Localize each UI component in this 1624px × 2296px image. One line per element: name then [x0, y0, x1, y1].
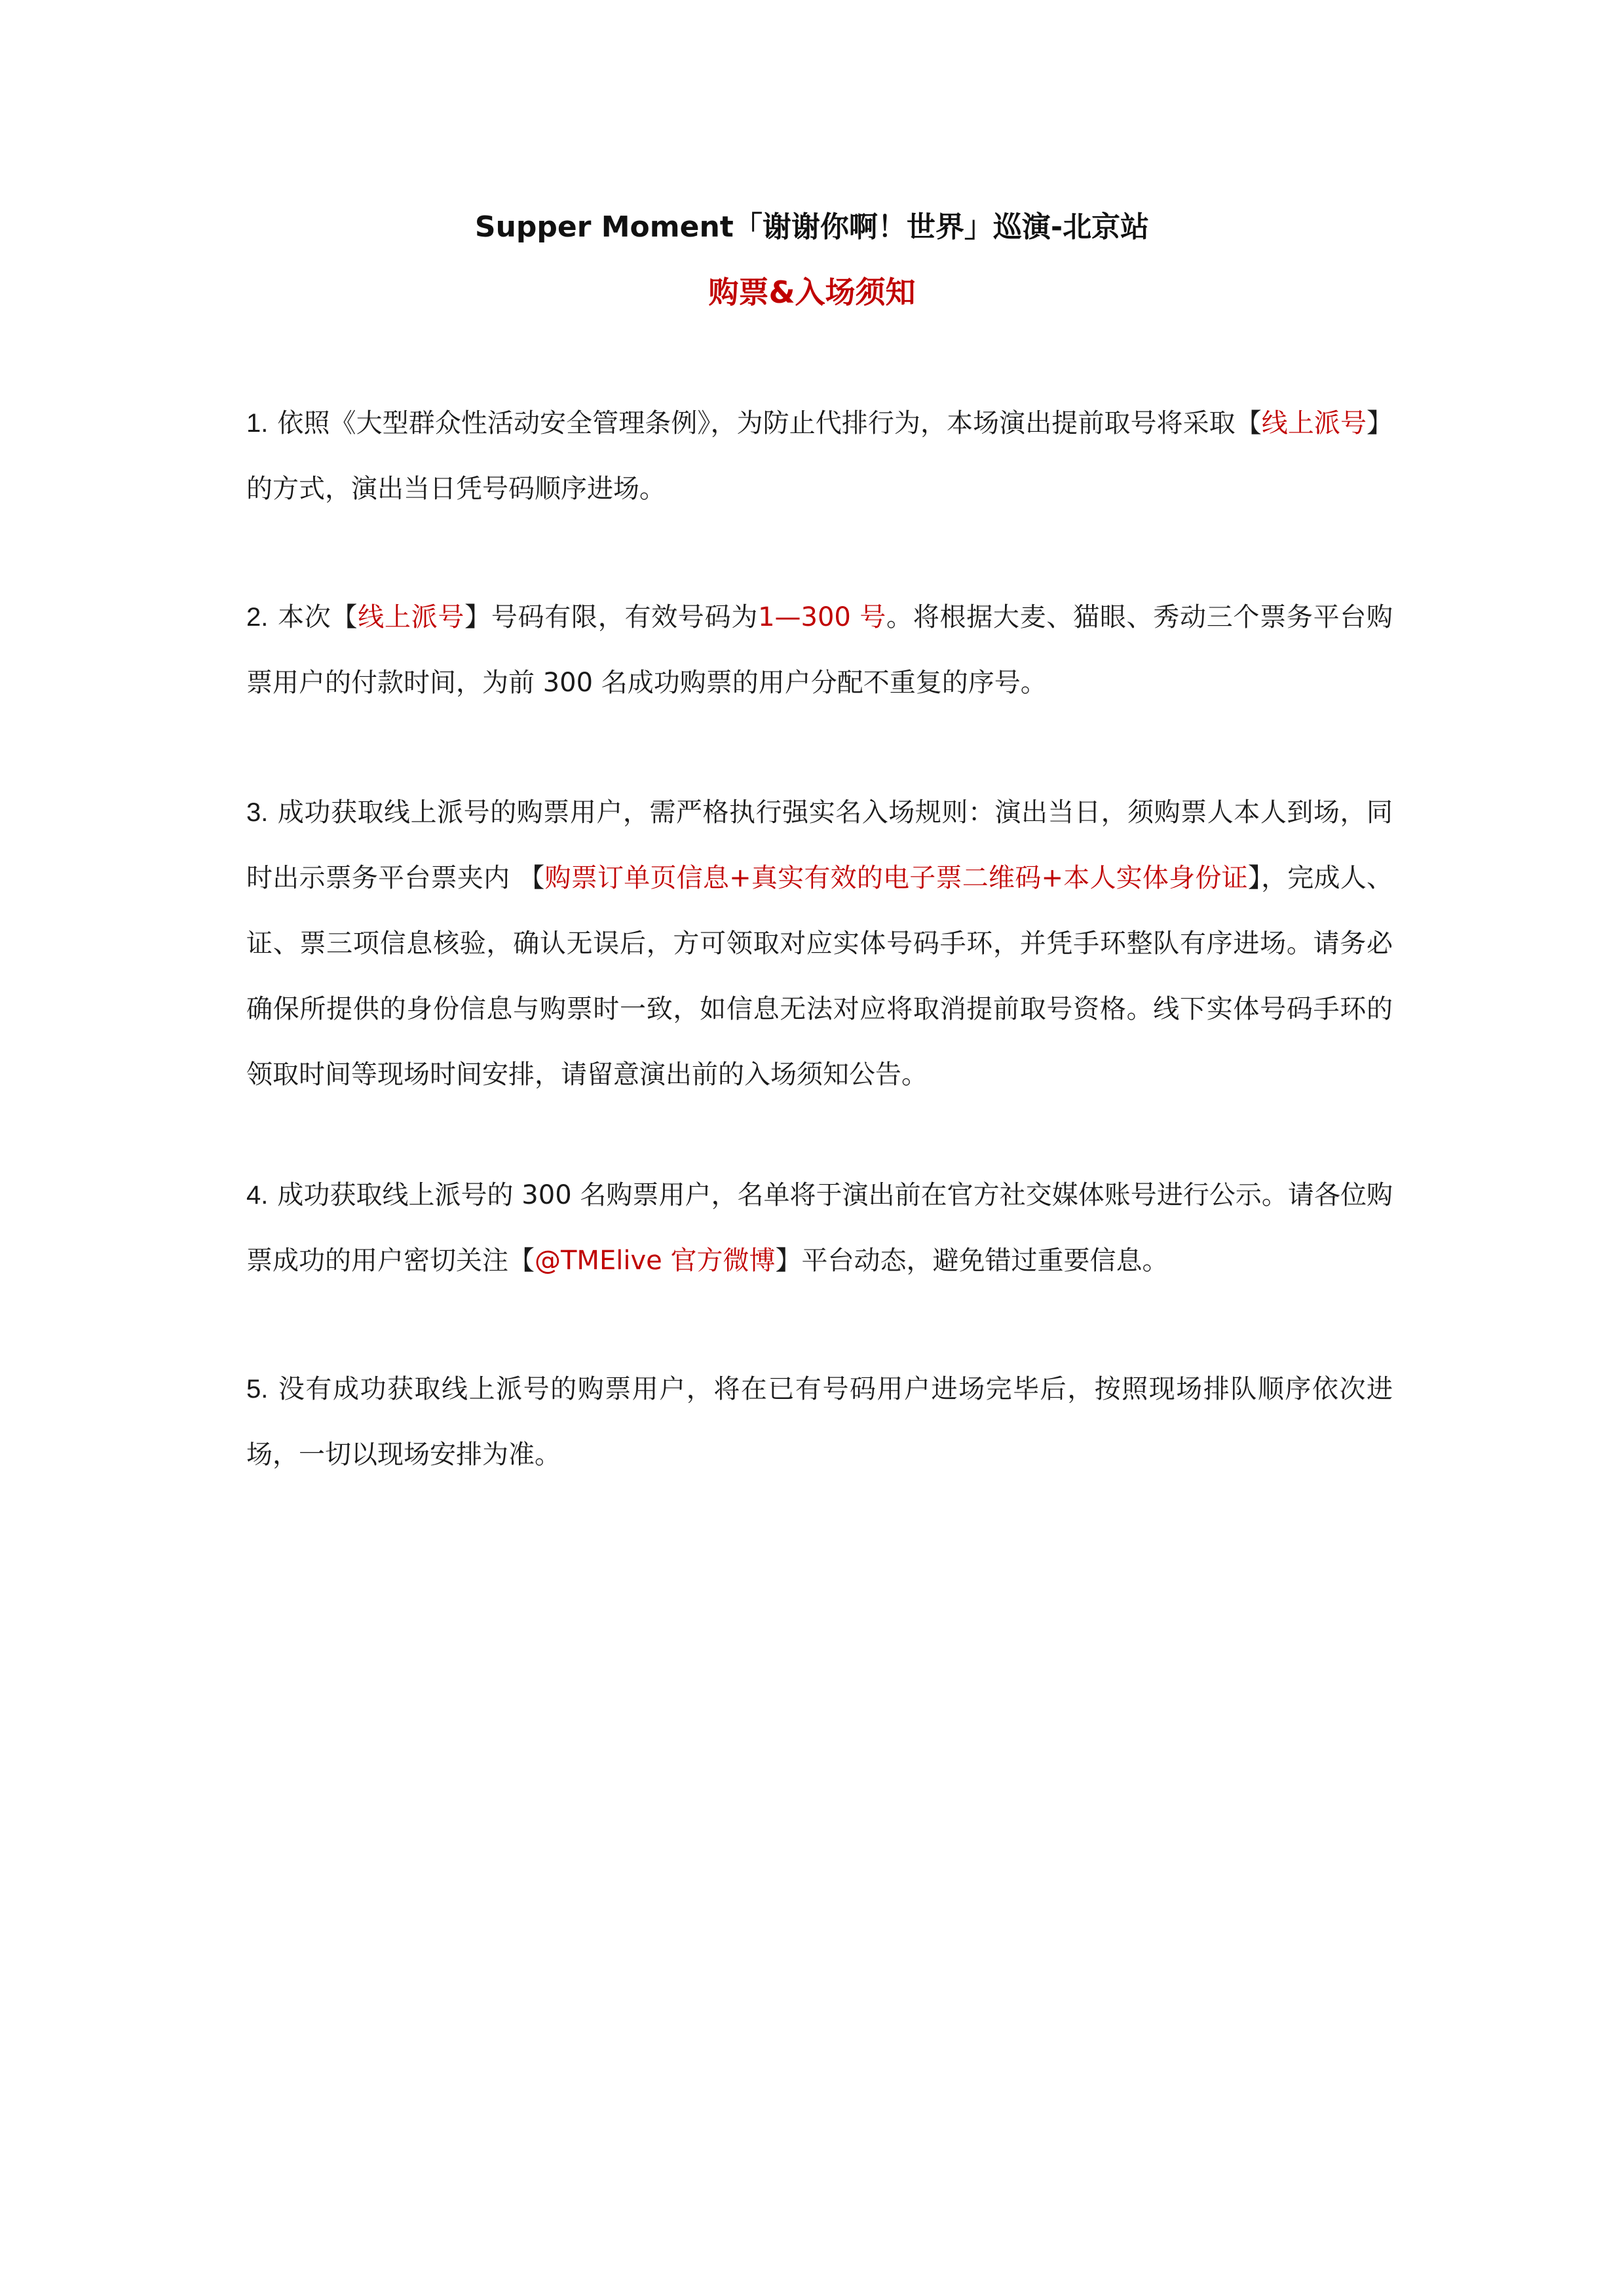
- paragraph-text: 】平台动态，避免错过重要信息。: [775, 1246, 1169, 1276]
- paragraph-number: 1.: [246, 409, 269, 438]
- highlight-online-queue: 线上派号: [1261, 408, 1367, 438]
- paragraph-3: [246, 780, 1393, 1107]
- paragraph-number: 4.: [246, 1181, 269, 1210]
- document-title: Supper Moment「谢谢你啊！世界」巡演-北京站: [474, 210, 1150, 244]
- paragraph-2: [246, 584, 1393, 716]
- paragraph-text: 】号码有限，有效号码为: [464, 602, 759, 632]
- paragraph-text: 本次【: [277, 602, 358, 632]
- paragraph-text: 成功获取线上派号的 300 名购票用户，名单将于演出前在官方社交媒体账号进行公示。请各位购票成功的用户密切关注【: [246, 1180, 1393, 1276]
- paragraph-text: 成功获取线上派号的购票用户，需严格执行强实名入场规则：演出当日，须购票人本人到场，同时出示票务平台票夹内 【: [246, 797, 1393, 893]
- highlight-official-weibo: @TMElive 官方微博: [535, 1246, 776, 1276]
- paragraph-4: [246, 1162, 1393, 1293]
- document-subtitle: 购票&入场须知: [708, 275, 916, 310]
- paragraph-5: [246, 1356, 1393, 1487]
- paragraph-text: 】的方式，演出当日凭号码顺序进场。: [246, 408, 1393, 504]
- highlight-online-queue: 线上派号: [358, 602, 465, 632]
- paragraph-number: 3.: [246, 798, 269, 827]
- paragraph-number: 2.: [246, 603, 269, 632]
- paragraph-text: 没有成功获取线上派号的购票用户，将在已有号码用户进场完毕后，按照现场排队顺序依次进场，一切以现场安排为准。: [246, 1374, 1393, 1470]
- paragraph-text: 。将根据大麦、猫眼、秀动三个票务平台购票用户的付款时间，为前 300 名成功购票的用户分配不重复的序号。: [246, 602, 1393, 698]
- paragraph-text: 】，完成人、证、票三项信息核验，确认无误后，方可领取对应实体号码手环，并凭手环整队有序进场。请务必确保所提供的身份信息与购票时一致，如信息无法对应将取消提前取号资格。线下实体号码手环的领取时间等现场时间安排，请留意演出前的入场须知公告。: [246, 863, 1393, 1090]
- paragraph-number: 5.: [246, 1375, 269, 1404]
- highlight-number-range: 1—300 号: [758, 602, 887, 632]
- paragraph-text: 依照《大型群众性活动安全管理条例》，为防止代排行为，本场演出提前取号将采取【: [277, 408, 1262, 438]
- paragraph-1: [246, 391, 1393, 522]
- highlight-required-documents: 购票订单页信息+真实有效的电子票二维码+本人实体身份证: [544, 863, 1248, 893]
